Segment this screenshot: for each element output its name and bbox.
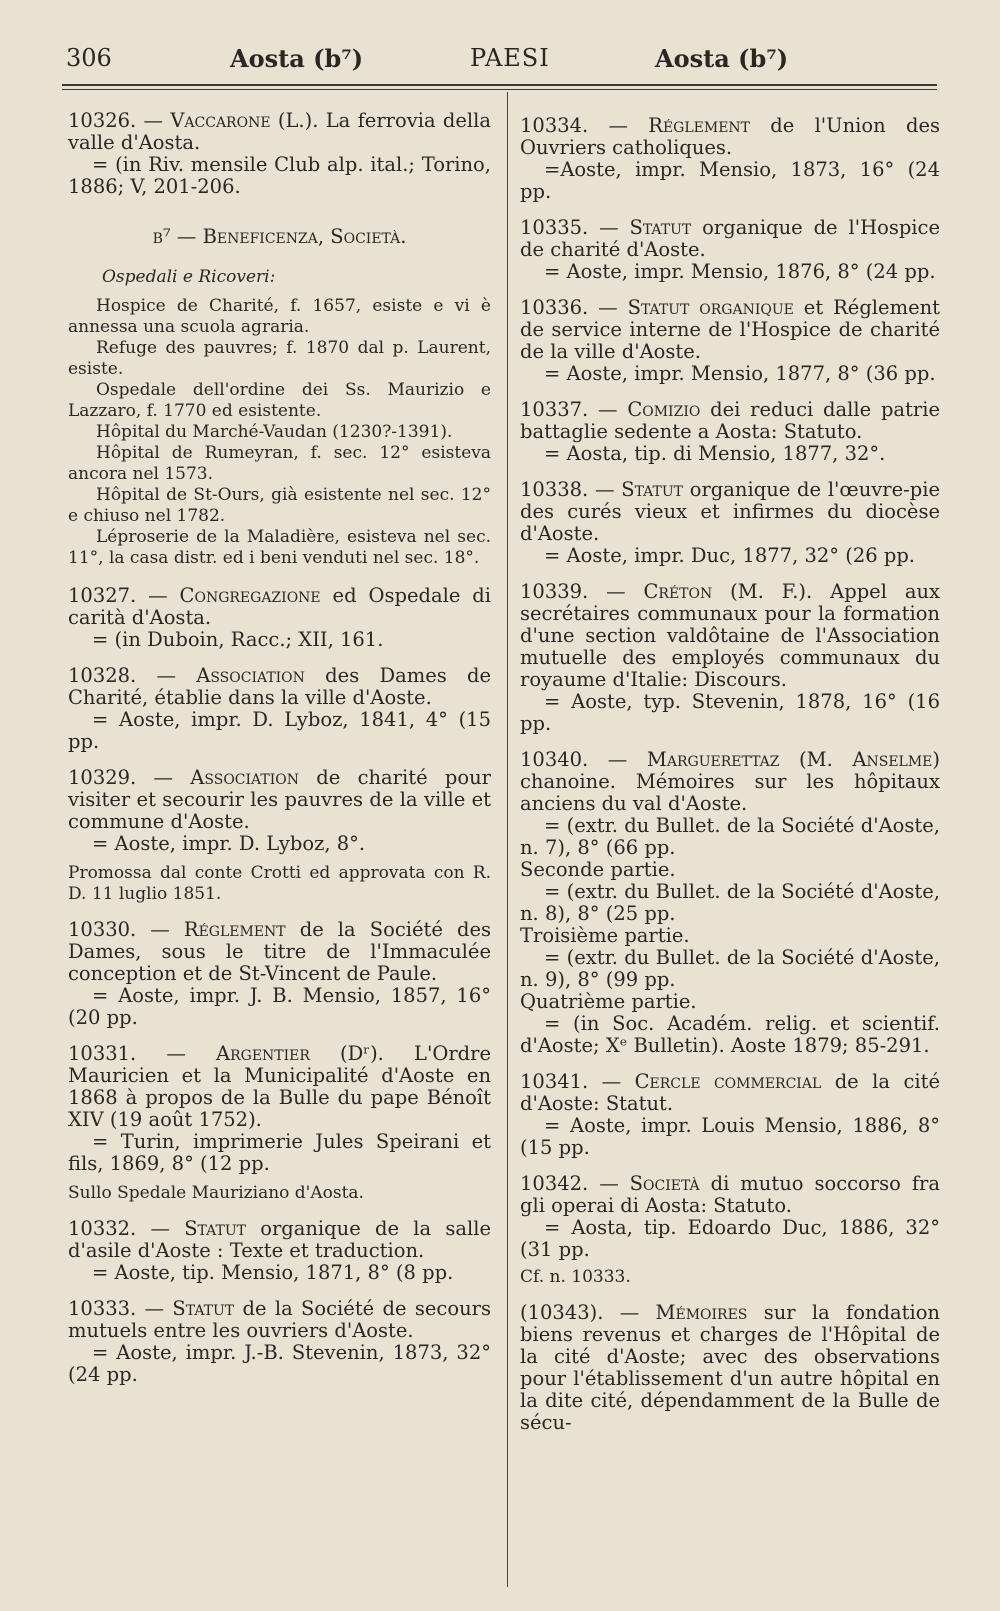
- entry-10337: [520, 399, 940, 465]
- running-head-center: PAESI: [470, 44, 550, 72]
- entry-imprint: = Aoste, tip. Mensio, 1871, 8° (8 pp.: [92, 1261, 454, 1284]
- entry-imprint: = Aoste, impr. D. Lyboz, 8°.: [92, 832, 366, 855]
- entry-author: Statut: [172, 1297, 235, 1320]
- entry-imprint: = Aoste, impr. Mensio, 1877, 8° (36 pp.: [544, 362, 936, 385]
- entry-title: organique de la salle d'asile d'Aoste : Texte et traduction.: [68, 1217, 491, 1262]
- entry-title: de la cité d'Aoste: Statut.: [520, 1070, 940, 1115]
- entry-10335: [520, 217, 940, 283]
- list-item: Hospice de Charité, f. 1657, esiste e vi è annessa una scuola agraria.: [68, 296, 491, 337]
- entry-number: 10337. —: [520, 398, 618, 421]
- entry-10339: [520, 581, 940, 735]
- entry-part: Seconde partie.: [520, 858, 676, 881]
- entry-10342: [520, 1173, 940, 1288]
- entry-imprint: = (extr. du Bullet. de la Société d'Aoste, n. 7), 8° (66 pp.: [520, 814, 940, 859]
- entry-title: organique de l'œuvre-pie des curés vieux et infirmes du diocèse d'Aoste.: [520, 478, 940, 545]
- entry-10328: [68, 665, 491, 753]
- entry-number: 10336. —: [520, 296, 618, 319]
- entry-author: Statut: [629, 216, 692, 239]
- entry-imprint: = (extr. du Bullet. de la Société d'Aoste, n. 8), 8° (25 pp.: [520, 880, 940, 925]
- entry-number: 10340. —: [520, 748, 628, 771]
- subheading: Ospedali e Ricoveri:: [102, 267, 276, 287]
- entry-imprint: = Aosta, tip. Edoardo Duc, 1886, 32° (31 pp.: [520, 1216, 940, 1261]
- entry-note: Sullo Spedale Mauriziano d'Aosta.: [68, 1183, 364, 1203]
- entry-author: Réglement: [648, 114, 751, 137]
- list-item: Hôpital de Rumeyran, f. sec. 12° esisteva ancora nel 1573.: [68, 443, 491, 484]
- entry-10334: [520, 115, 940, 203]
- entry-title: chanoine. Mémoires sur les hôpitaux anciens du val d'Aoste.: [520, 770, 940, 815]
- entry-number: 10339. —: [520, 580, 626, 603]
- entry-imprint: =Aoste, impr. Mensio, 1873, 16° (24 pp.: [520, 158, 940, 203]
- entry-10332: [68, 1218, 491, 1284]
- entry-part: Troisième partie.: [520, 924, 690, 947]
- entry-author: Créton (M. F.).: [643, 580, 813, 603]
- entry-author: Marguerettaz (M. Anselme): [646, 748, 940, 771]
- section-heading: b⁷ — Beneficenza, Società.: [152, 225, 407, 248]
- entry-10330: [68, 919, 491, 1029]
- entry-author: Statut: [621, 478, 683, 501]
- entry-author: Réglement: [183, 918, 286, 941]
- entry-author: Comizio: [627, 398, 701, 421]
- entry-imprint: = Aosta, tip. di Mensio, 1877, 32°.: [544, 442, 886, 465]
- entry-title: ed Ospedale di carità d'Aosta.: [68, 584, 491, 629]
- entry-10340: [520, 749, 940, 1057]
- entry-title: La ferrovia della valle d'Aosta.: [68, 109, 491, 154]
- entry-note: Cf. n. 10333.: [520, 1267, 631, 1287]
- entry-number: 10334. —: [520, 114, 628, 137]
- entry-number: 10341. —: [520, 1070, 622, 1093]
- entry-title: di mutuo soccorso fra gli operai di Aosta: Statuto.: [520, 1172, 940, 1217]
- entry-number: 10330. —: [68, 918, 170, 941]
- entry-author: Vaccarone (L.).: [170, 109, 319, 132]
- entry-author: Statut organique: [627, 296, 794, 319]
- entry-imprint: = Aoste, impr. Louis Mensio, 1886, 8° (15 pp.: [520, 1114, 940, 1159]
- entry-number: 10327. —: [68, 584, 168, 607]
- entry-imprint: = Aoste, impr. J. B. Mensio, 1857, 16° (20 pp.: [68, 984, 491, 1029]
- entry-title: de charité pour visiter et secourir les pauvres de la ville et commune d'Aoste.: [68, 766, 491, 833]
- entry-10326: [68, 110, 491, 198]
- entry-imprint: = Aoste, impr. Duc, 1877, 32° (26 pp.: [544, 544, 916, 567]
- entry-title: de la Société des Dames, sous le titre de l'Immaculée conception et de St-Vincent de Paule.: [68, 918, 492, 985]
- entry-number: 10328. —: [68, 664, 176, 687]
- running-head-left: Aosta (b⁷): [230, 44, 364, 73]
- entry-author: Statut: [184, 1217, 246, 1240]
- entry-10336: [520, 297, 940, 385]
- entry-imprint: = (in Riv. mensile Club alp. ital.; Torino, 1886; V, 201-206.: [68, 153, 491, 198]
- entry-10333: [68, 1298, 491, 1386]
- right-column: [520, 115, 940, 1448]
- entry-imprint: = (in Soc. Académ. relig. et scientif. d'Aoste; Xᵉ Bulletin). Aoste 1879; 85-291.: [520, 1012, 940, 1057]
- entry-number: 10329. —: [68, 766, 174, 789]
- entry-10341: [520, 1071, 940, 1159]
- entry-imprint: = (extr. du Bullet. de la Société d'Aoste, n. 9), 8° (99 pp.: [520, 946, 940, 991]
- header-rule: [62, 84, 937, 86]
- entry-part: Quatrième partie.: [520, 990, 697, 1013]
- entry-title: sur la fondation biens revenus et charges de l'Hôpital de la cité d'Aoste; avec des observations pour l'établissement d'un autre hôpital en la dite cité, dépendamment de la Bulle de sécu-: [520, 1301, 940, 1434]
- page-number: 306: [66, 44, 112, 72]
- entry-title: organique de l'Hospice de charité d'Aoste.: [520, 216, 941, 261]
- entry-number: 10342. —: [520, 1172, 619, 1195]
- entry-author: Cercle commercial: [634, 1070, 822, 1093]
- entry-author: Società: [629, 1172, 700, 1195]
- entry-number: (10343). —: [520, 1301, 640, 1324]
- entry-author: Argentier (Dʳ).: [216, 1042, 384, 1065]
- entry-imprint: = Aoste, impr. J.-B. Stevenin, 1873, 32° (24 pp.: [68, 1341, 491, 1386]
- entry-number: 10338. —: [520, 478, 615, 501]
- entry-author: Association: [196, 664, 305, 687]
- entry-imprint: = Aoste, impr. D. Lyboz, 1841, 4° (15 pp.: [68, 708, 491, 753]
- list-item: Refuge des pauvres; f. 1870 dal p. Laurent, esiste.: [68, 338, 491, 379]
- entry-author: Congregazione: [179, 584, 321, 607]
- entry-author: Association: [190, 766, 299, 789]
- left-column: [68, 110, 491, 1400]
- entry-title: de la Société de secours mutuels entre les ouvriers d'Aoste.: [68, 1297, 491, 1342]
- entry-number: 10332. —: [68, 1217, 170, 1240]
- entry-imprint: = Aoste, impr. Mensio, 1876, 8° (24 pp.: [544, 260, 936, 283]
- list-item: Hôpital du Marché-Vaudan (1230?-1391).: [96, 422, 453, 442]
- entry-10327: [68, 585, 491, 651]
- hospital-list: [68, 296, 491, 569]
- list-item: Hôpital de St-Ours, già esistente nel sec. 12° e chiuso nel 1782.: [68, 485, 491, 526]
- entry-title: dei reduci dalle patrie battaglie sedente a Aosta: Statuto.: [520, 398, 940, 443]
- entry-imprint: = Aoste, typ. Stevenin, 1878, 16° (16 pp.: [520, 690, 940, 735]
- entry-10343: [520, 1302, 940, 1434]
- running-head-right: Aosta (b⁷): [655, 44, 789, 73]
- entry-imprint: = (in Duboin, Racc.; XII, 161.: [92, 628, 384, 651]
- entry-number: 10331. —: [68, 1042, 186, 1065]
- list-item: Léproserie de la Maladière, esisteva nel sec. 11°, la casa distr. ed i beni venduti nel sec. 18°.: [68, 527, 491, 568]
- entry-title: L'Ordre Mauricien et la Municipalité d'Aoste en 1868 à propos de la Bulle du pape Bénoît XIV (19 août 1752).: [68, 1042, 491, 1131]
- entry-imprint: = Turin, imprimerie Jules Speirani et fils, 1869, 8° (12 pp.: [68, 1130, 491, 1175]
- entry-title: Appel aux secrétaires communaux pour la formation d'une section valdôtaine de l'Association mutuelle des employés communaux du royaume d'Italie: Discours.: [520, 580, 940, 691]
- entry-10331: [68, 1043, 491, 1204]
- entry-10338: [520, 479, 940, 567]
- entry-number: 10326. —: [68, 109, 164, 132]
- entry-title: et Réglement de service interne de l'Hospice de charité de la ville d'Aoste.: [520, 296, 941, 363]
- entry-number: 10335. —: [520, 216, 619, 239]
- entry-number: 10333. —: [68, 1297, 165, 1320]
- entry-note: Promossa dal conte Crotti ed approvata con R. D. 11 luglio 1851.: [68, 863, 491, 904]
- entry-title: des Dames de Charité, établie dans la ville d'Aoste.: [68, 664, 492, 709]
- header-rule-thin: [62, 89, 937, 90]
- column-divider: [507, 92, 508, 1587]
- list-item: Ospedale dell'ordine dei Ss. Maurizio e Lazzaro, f. 1770 ed esistente.: [68, 380, 491, 421]
- entry-title: de l'Union des Ouvriers catholiques.: [520, 114, 940, 159]
- entry-10329: [68, 767, 491, 905]
- entry-author: Mémoires: [655, 1301, 748, 1324]
